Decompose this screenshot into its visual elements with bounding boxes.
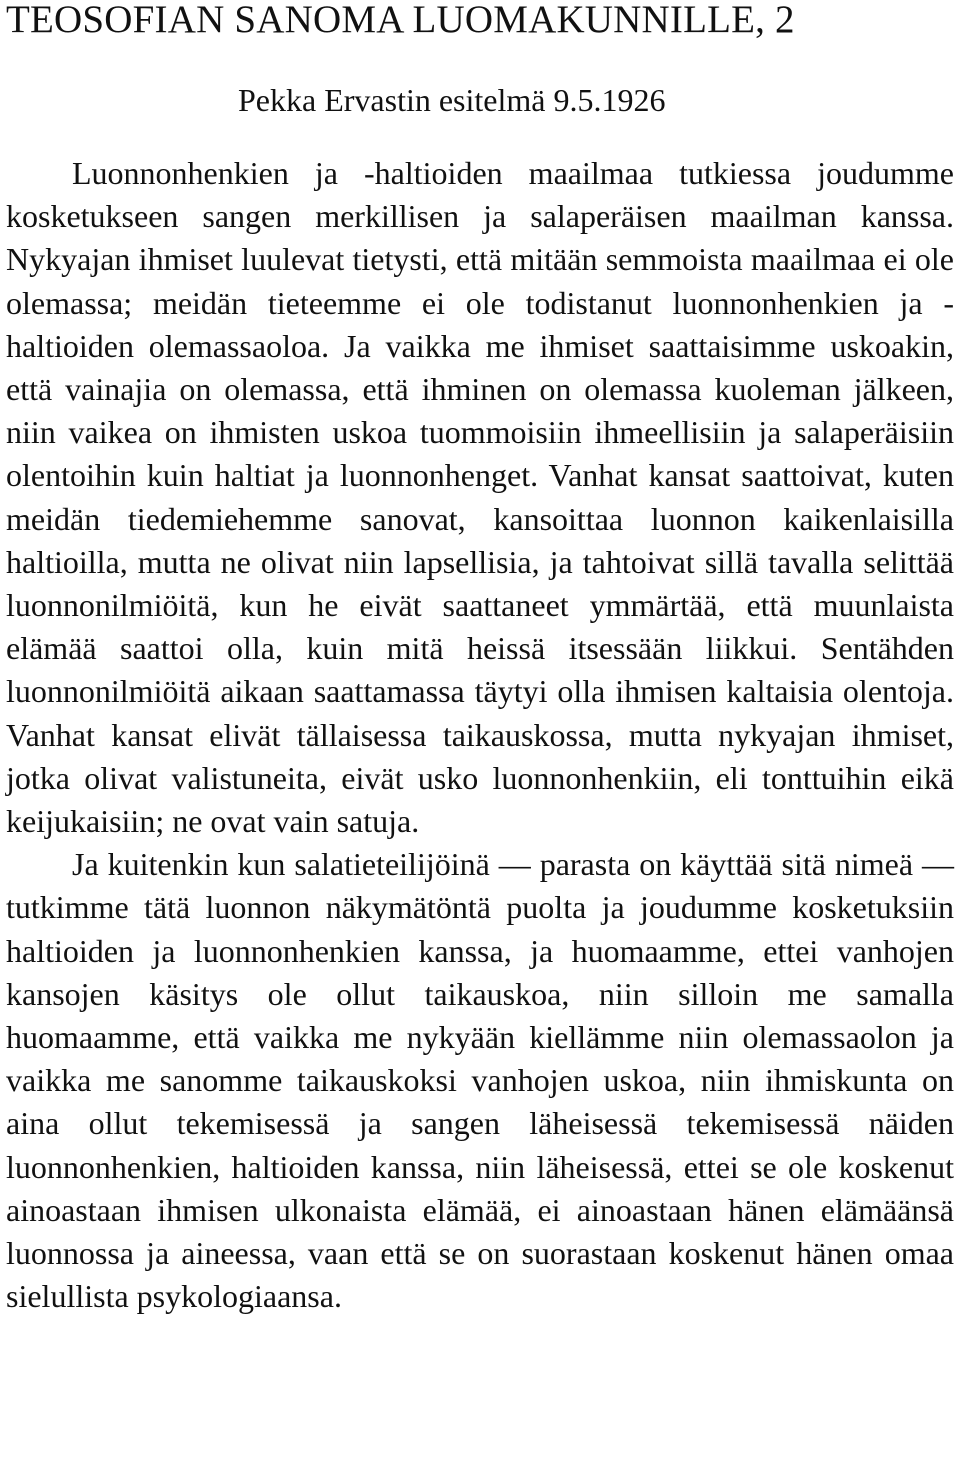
- paragraph-2: Ja kuitenkin kun salatieteilijöinä — parasta on käyttää sitä nimeä — tutkimme tätä luonnon näkymätöntä puolta ja joudumme kosketuksiin haltioiden ja luonnonhenkien kanssa, ja huomaamme, ettei vanhojen kansojen käsitys ole ollut taikauskoa, niin silloin me samalla huomaamme, että vaikka me nykyään kiellämme niin olemassaolon ja vaikka me sanomme taikauskoksi vanhojen uskoa, niin ihmiskunta on aina ollut tekemisessä ja sangen läheisessä tekemisessä näiden luonnonhenkien, haltioiden kanssa, niin läheisessä, ettei se ole koskenut ainoastaan ihmisen ulkonaista elämää, ei ainoastaan hänen elämäänsä luonnossa ja aineessa, vaan että se on suorastaan koskenut hänen omaa sielullista psykologiaansa.: [6, 846, 954, 1315]
- paragraph-1: Luonnonhenkien ja -haltioiden maailmaa tutkiessa joudumme kosketukseen sangen merkillisen ja salaperäisen maailman kanssa. Nykyajan ihmiset luulevat tietysti, että mitään semmoista maailmaa ei ole olemassa; meidän tieteemme ei ole todistanut luonnonhenkien ja -haltioiden olemassaoloa. Ja vaikka me ihmiset saattaisimme uskoakin, että vainajia on olemassa, että ihminen on olemassa kuoleman jälkeen, niin vaikea on ihmisten uskoa tuommoisiin ihmeellisiin ja salaperäisiin olentoihin kuin haltiat ja luonnonhenget. Vanhat kansat saattoivat, kuten meidän tiedemiehemme sanovat, kansoittaa luonnon kaikenlaisilla haltioilla, mutta ne olivat niin lapsellisia, ja tahtoivat sillä tavalla selittää luonnonilmiöitä, kun he eivät saattaneet ymmärtää, että muunlaista elämää saattoi olla, kuin mitä heissä itsessään liikkui. Sentähden luonnonilmiöitä aikaan saattamassa täytyi olla ihmisen kaltaisia olentoja. Vanhat kansat elivät tällaisessa taikauskossa, mutta nykyajan ihmiset, jotka olivat valistuneita, eivät usko luonnonhenkiin, eli tonttuihin eikä keijukaisiin; ne ovat vain satuja.: [6, 155, 954, 840]
- document-title: TEOSOFIAN SANOMA LUOMAKUNNILLE, 2: [6, 0, 795, 41]
- document-subtitle: Pekka Ervastin esitelmä 9.5.1926: [238, 82, 666, 118]
